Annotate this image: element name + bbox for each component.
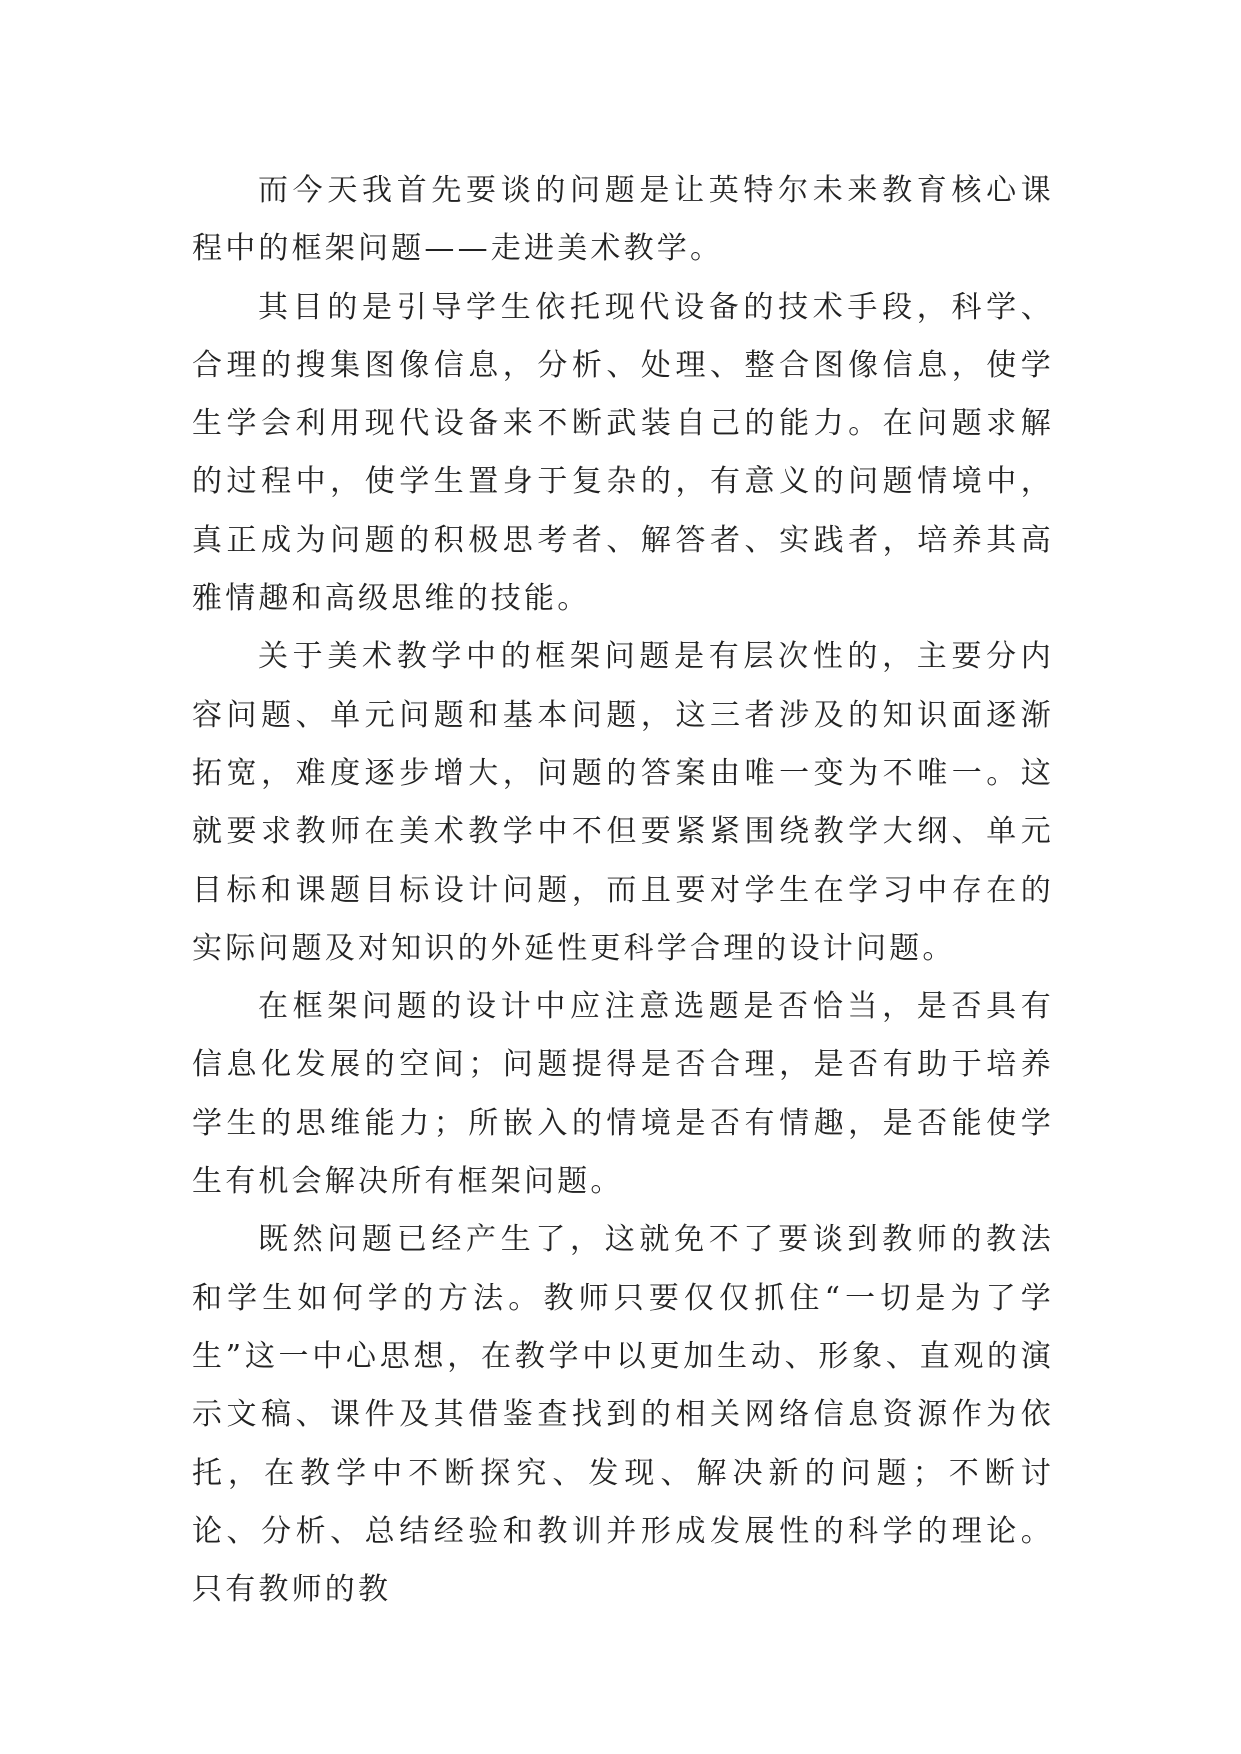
paragraph-2: 其目的是引导学生依托现代设备的技术手段，科学、合理的搜集图像信息，分析、处理、整合图像信息，使学生学会利用现代设备来不断武装自己的能力。在问题求解的过程中，使学生置身于复杂的，有意义的问题情境中，真正成为问题的积极思考者、解答者、实践者，培养其高雅情趣和高级思维的技能。	[192, 289, 1054, 617]
paragraph-4: 在框架问题的设计中应注意选题是否恰当，是否具有信息化发展的空间；问题提得是否合理，是否有助于培养学生的思维能力；所嵌入的情境是否有情趣，是否能使学生有机会解决所有框架问题。	[192, 989, 1054, 1200]
paragraph-1: 而今天我首先要谈的问题是让英特尔未来教育核心课程中的框架问题——走进美术教学。	[192, 173, 1054, 267]
paragraph-3: 关于美术教学中的框架问题是有层次性的，主要分内容问题、单元问题和基本问题，这三者涉及的知识面逐渐拓宽，难度逐步增大，问题的答案由唯一变为不唯一。这就要求教师在美术教学中不但要紧紧围绕教学大纲、单元目标和课题目标设计问题，而且要对学生在学习中存在的实际问题及对知识的外延性更科学合理的设计问题。	[192, 639, 1054, 966]
paragraph-5: 既然问题已经产生了，这就免不了要谈到教师的教法和学生如何学的方法。教师只要仅仅抓住“一切是为了学生”这一中心思想，在教学中以更加生动、形象、直观的演示文稿、课件及其借鉴查找到的相关网络信息资源作为依托，在教学中不断探究、发现、解决新的问题；不断讨论、分析、总结经验和教训并形成发展性的科学的理论。只有教师的教	[192, 1222, 1054, 1608]
document-body	[192, 162, 1054, 1619]
